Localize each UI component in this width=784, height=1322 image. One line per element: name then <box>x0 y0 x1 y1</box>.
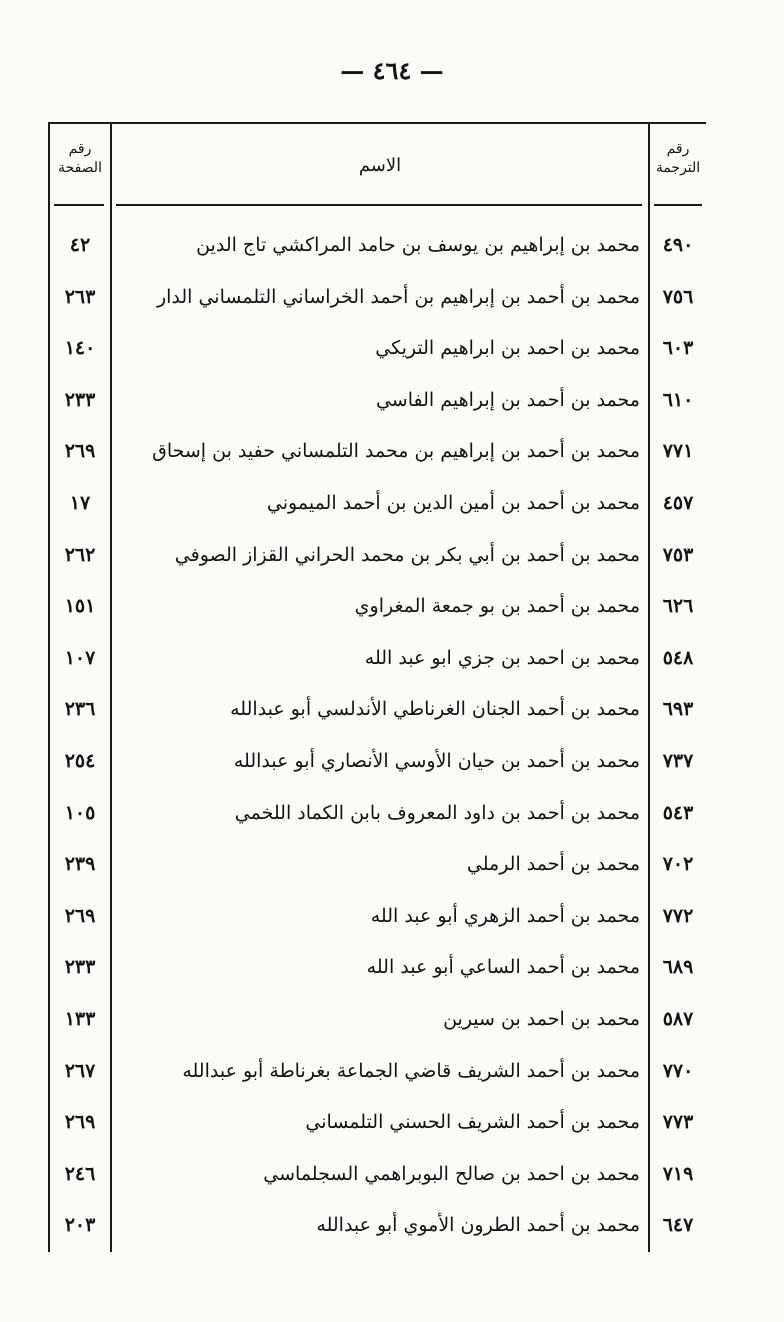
name-cell: محمد بن أحمد بن إبراهيم بن أحمد الخراساني التلمساني الدار <box>156 285 640 308</box>
entry-number-cell: ٧٧١ <box>662 440 694 463</box>
page-cell: ١٧ <box>69 491 91 514</box>
name-cell: محمد بن أحمد الجنان الغرناطي الأندلسي أبو عبدالله <box>230 698 640 721</box>
page-cell: ٢٦٩ <box>64 1111 96 1134</box>
page-cell: ١٠٥ <box>64 801 96 824</box>
page-cell: ١٠٧ <box>64 646 96 669</box>
table-row <box>48 633 706 685</box>
index-table <box>48 122 706 1252</box>
name-cell: محمد بن احمد بن سيرين <box>443 1007 640 1030</box>
entry-number-cell: ٦٨٩ <box>662 956 694 979</box>
name-cell: محمد بن أحمد بن إبراهيم بن محمد التلمساني حفيد بن إسحاق <box>152 440 640 463</box>
entry-number-cell: ٤٩٠ <box>662 234 694 256</box>
table-row <box>48 426 706 478</box>
entry-number-cell: ٥٤٣ <box>662 801 694 824</box>
name-cell: محمد بن أحمد بن بو جمعة المغراوي <box>354 595 640 618</box>
name-cell: محمد بن أحمد بن إبراهيم الفاسي <box>375 388 640 411</box>
name-cell: محمد بن احمد بن جزي ابو عبد الله <box>364 646 640 669</box>
name-cell: محمد بن أحمد الساعي أبو عبد الله <box>366 956 640 979</box>
entry-number-cell: ٧٠٢ <box>662 853 694 876</box>
page-cell: ٢٦٣ <box>64 285 96 308</box>
table-body <box>48 220 706 1252</box>
entry-number-cell: ٧١٩ <box>662 1162 694 1185</box>
header-rule-name <box>116 204 642 206</box>
header-rule-page <box>54 204 104 206</box>
name-cell: محمد بن أحمد بن داود المعروف بابن الكماد اللخمي <box>234 801 640 824</box>
name-cell: محمد بن احمد بن صالح البوبراهمي السجلماسي <box>263 1162 640 1185</box>
name-cell: محمد بن أحمد بن أبي بكر بن محمد الحراني القزاز الصوفي <box>174 543 640 566</box>
page-cell: ١٥١ <box>64 595 96 618</box>
table-row <box>48 375 706 427</box>
name-cell: محمد بن احمد بن ابراهيم التريكي <box>375 337 640 360</box>
name-cell: محمد بن إبراهيم بن يوسف بن حامد المراكشي تاج الدين <box>196 234 640 256</box>
table-row <box>48 272 706 324</box>
name-cell: محمد بن أحمد بن أمين الدين بن أحمد الميموني <box>266 491 640 514</box>
column-header-page: رقم الصفحة <box>58 141 102 176</box>
entry-number-cell: ٧٧٠ <box>662 1059 694 1082</box>
entry-number-cell: ٦٤٧ <box>662 1214 694 1237</box>
entry-number-cell: ٧٥٦ <box>662 285 694 308</box>
table-row <box>48 1046 706 1098</box>
page-cell: ٢٣٩ <box>64 853 96 876</box>
entry-number-cell: ٧٥٣ <box>662 543 694 566</box>
table-row <box>48 839 706 891</box>
entry-number-cell: ٧٣٧ <box>662 749 694 772</box>
page-cell: ٤٢ <box>69 234 91 256</box>
header-rule-number <box>654 204 702 206</box>
name-cell: محمد بن أحمد الشريف قاضي الجماعة بغرناطة أبو عبدالله <box>182 1059 640 1082</box>
entry-number-cell: ٧٧٣ <box>662 1111 694 1134</box>
entry-number-cell: ٥٤٨ <box>662 646 694 669</box>
table-row <box>48 323 706 375</box>
name-cell: محمد بن أحمد الشريف الحسني التلمساني <box>305 1111 640 1134</box>
entry-number-cell: ٥٨٧ <box>662 1007 694 1030</box>
page-cell: ٢٣٦ <box>64 698 96 721</box>
entry-number-cell: ٦١٠ <box>662 388 694 411</box>
table-row <box>48 478 706 530</box>
table-row <box>48 942 706 994</box>
name-cell: محمد بن أحمد الزهري أبو عبد الله <box>370 904 640 927</box>
name-cell: محمد بن أحمد الطرون الأموي أبو عبدالله <box>316 1214 640 1237</box>
entry-number-cell: ٧٧٢ <box>662 904 694 927</box>
column-header-name: الاسم <box>358 155 402 176</box>
page-cell: ٢٤٦ <box>64 1162 96 1185</box>
table-row <box>48 581 706 633</box>
page-cell: ٢٦٩ <box>64 904 96 927</box>
page-cell: ٢٦٧ <box>64 1059 96 1082</box>
page-number: — ٤٦٤ — <box>340 56 444 85</box>
table-row <box>48 684 706 736</box>
table-row <box>48 1097 706 1149</box>
entry-number-cell: ٤٥٧ <box>662 491 694 514</box>
column-header-number: رقم الترجمة <box>655 141 701 176</box>
table-row <box>48 530 706 582</box>
table-row <box>48 736 706 788</box>
table-row <box>48 994 706 1046</box>
entry-number-cell: ٦٢٦ <box>662 595 694 618</box>
page-cell: ١٤٠ <box>64 337 96 360</box>
entry-number-cell: ٦٩٣ <box>662 698 694 721</box>
page-cell: ٢٣٣ <box>64 956 96 979</box>
page-cell: ٢٦٢ <box>64 543 96 566</box>
table-row <box>48 1149 706 1201</box>
page-cell: ١٣٣ <box>64 1007 96 1030</box>
name-cell: محمد بن أحمد بن حيان الأوسي الأنصاري أبو عبدالله <box>233 749 640 772</box>
table-row <box>48 1200 706 1252</box>
table-row <box>48 891 706 943</box>
page-cell: ٢٠٣ <box>64 1214 96 1237</box>
name-cell: محمد بن أحمد الرملي <box>466 853 640 876</box>
page-cell: ٢٣٣ <box>64 388 96 411</box>
page-cell: ٢٦٩ <box>64 440 96 463</box>
table-row <box>48 788 706 840</box>
entry-number-cell: ٦٠٣ <box>662 337 694 360</box>
table-row <box>48 220 706 272</box>
page-cell: ٢٥٤ <box>64 749 96 772</box>
